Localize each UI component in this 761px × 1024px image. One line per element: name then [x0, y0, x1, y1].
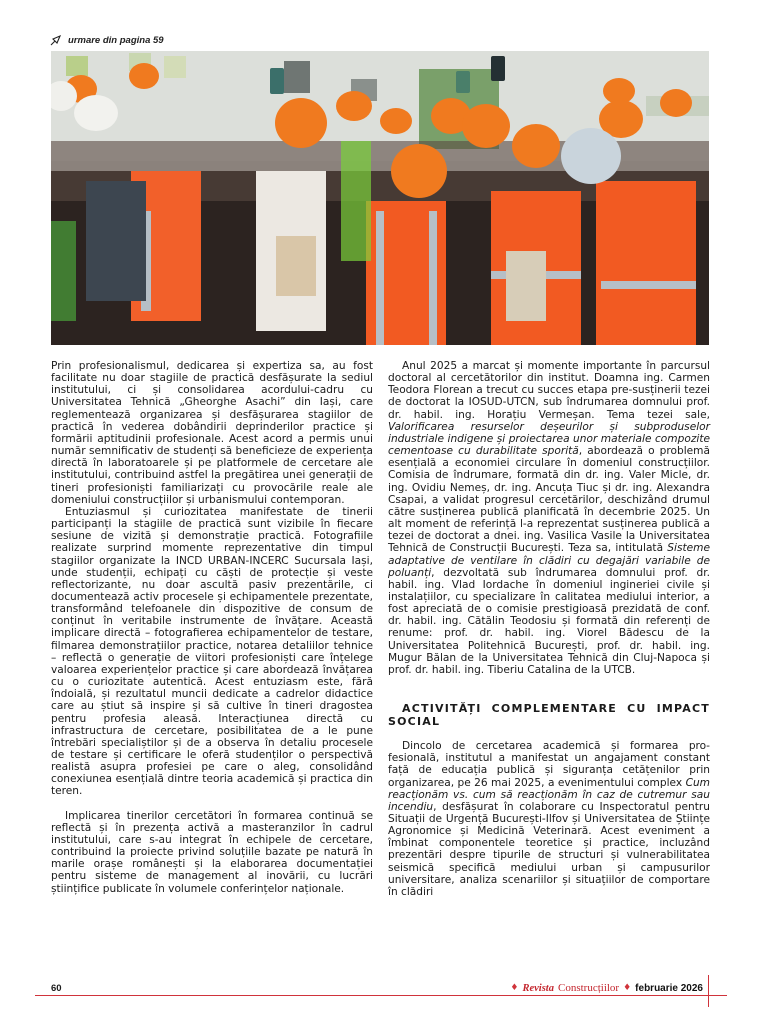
article-column-left	[51, 360, 373, 895]
article-column-right	[388, 360, 710, 898]
article-paragraph: Prin profesionalismul, dedicarea și expertiza sa, au fost facilitate nu doar stagiile de practică desfășurate la sediul institutului, ci și consolidarea acordului-cadru cu Universitatea Tehnică „Gheorghe Asachi” din Iași, care reglementează organizarea și desfășurarea stagiilor de practică în vederea dobândirii deprinderilor practice și formării aptitudinii profesionale. Acest acord a permis unui număr semnificativ de studenți să beneficieze de experiența directă în laboratoarele și pe platformele de cercetare ale institutului, contribuind astfel la pregătirea unei generații de tineri profesioniști familiarizați cu provocările reale ale domeniului construcțiilor și urbanismului contemporan.	[51, 360, 374, 506]
page-number: 60	[51, 983, 62, 994]
footer-masthead	[510, 982, 703, 994]
text-run: Anul 2025 a marcat și momente importante în parcursul doctoral al cercetătorilor din institut. Doamna ing. Carmen Teodora Florean a trecut cu succes etapa pre-susținerii tezei de doctorat la IOSUD-UTCN, sub îndrumarea domnului prof. dr. habil. ing. Horațiu Vermeșan. Tema tezei sale,	[388, 360, 710, 421]
continued-from-text: urmare din pagina 59	[68, 34, 164, 46]
section-heading: ACTIVITĂȚI COMPLEMENTARE CU IMPACT SOCIAL	[388, 702, 710, 729]
students-lab-visit-photo	[51, 51, 709, 345]
text-run: , dezvoltată sub îndrumarea domnului prof. dr. habil. ing. Vlad Iordache în domeniul ingineriei civile și instalațiilor, cu specializare în calitatea mediului interior, a fost apreciată de o comisie prestigioasă prezidată de conf. dr. habil. ing. Cătălin Teodosiu și formată din referenți de renume: prof. dr. habil. ing. Viorel Bădescu de la Universitatea Politehnică București, prof. dr. habil. ing. Mugur Bălan de la Universitatea Tehnică din Cluj-Napoca și prof. dr. habil. ing. Tiberiu Catalina de la UTCB.	[388, 566, 710, 676]
issue-date: februarie 2026	[635, 982, 703, 994]
thesis-title-italic: Sisteme adaptative de ventilare în clădiri cu degajări variabile de poluanți	[388, 542, 710, 579]
text-run: , abordează o problemă esențială a economiei circulare în domeniul construcțiilor. Comisia de îndrumare, formată din dr. ing. Valer Micle, dr. ing. Ovidiu Nemeș, dr. ing. Ancuța Tiuc și dr. ing. Alexandra Csapai, a validat progresul cercetărilor, deschizând drumul către susținerea publică planificată în decembrie 2025. Un alt moment de referință l-a reprezentat susținerea publică a tezei de doctorat a dnei. ing. Vasilica Vasile la Universitatea Tehnică de Construcții București. Teza sa, intitulată	[388, 445, 710, 555]
bullet-icon: ♦	[623, 983, 632, 993]
article-photo	[51, 51, 709, 345]
footer-crop-mark	[708, 975, 709, 1007]
magazine-name-italic: Revista	[522, 982, 554, 994]
thesis-title-italic: Valorificarea resurselor deșeurilor și subproduselor industriale indigene și proiectarea unor materiale compozite cementoase cu durabilitate sporită	[388, 420, 710, 458]
article-paragraph: Entuziasmul și curiozitatea manifestate de tinerii participanți la stagiile de practică sunt vizibile în fiecare sesiune de vizită și demonstrație practică. Fotografiile realizate surprind momente reprezentative din timpul stagiilor organizate la INCD URBAN-INCERC Sucursala Iași, unde studenții, echipați cu căști de protecție și veste reflectorizante, nu doar ascultă pasiv prezentările, ci documentează activ procesele și echipamentele prezentate, transformând telefoanele din dispozitive de consum de conținut în veritabile instrumente de învățare. Această implicare directă – fotografierea echipamentelor de testare, filmarea demonstrațiilor practice, notarea detaliilor tehnice – reflectă o generație de viitori profesioniști care înțelege valoarea experiențelor practice și care abordează învățarea cu o curiozitate autentică. Acest entuziasm este, fără îndoială, și rezultatul muncii dedicate a cadrelor didactice care au știut să inspire și să cultive în tineri dragostea pentru profesia aleasă. Interacțiunea directă cu infrastructura de cercetare, posibilitatea de a le pune întrebări specialiștilor și de a observa în detaliu procesele de testare și certificare le oferă studenților o perspectivă realistă asupra profesiei pe care o aleg, consolidând conexiunea esențială dintre teoria academică și practica din teren.	[51, 505, 373, 798]
arrow-pointer-icon	[50, 34, 62, 46]
article-paragraph-doctoral	[388, 360, 710, 676]
footer-rule	[35, 995, 727, 996]
text-run: , desfășurat în colaborare cu Inspectoratul pentru Situații de Urgență București-Ilfov și Universitatea de Științe Agronomice și Medicină Veterinară. Acest eveniment a îmbinat componentele teoretice și practice, incluzând prezentări despre tipurile de structuri și vulnerabilitatea seismică specifică mediului urban și campusurilor universitare, analiza scenariilor și situațiilor de comportare în clădiri	[388, 800, 710, 898]
text-run: Dincolo de cercetarea academică și formarea profesională, institutul a manifestat un angajament constant față de educația publică și siguranța cetățenilor prin organizarea, pe 26 mai 2025, a evenimentului complex	[388, 740, 710, 789]
bullet-icon: ♦	[510, 983, 519, 993]
article-paragraph-social	[388, 740, 710, 898]
article-paragraph: Implicarea tinerilor cercetători în formarea continuă se reflectă și în prezența activă a masteranzilor în cadrul institutului, care s-au integrat în echipele de cercetare, contribuind la proiecte privind soluțiile bazate pe natură în marile orașe românești și la elaborarea documentației pentru sisteme de management al inovării, cu lucrări științifice publicate în volumele conferințelor naționale.	[51, 809, 373, 895]
event-title-italic: Cum reacționăm vs. cum să reacționăm în caz de cutremur sau incendiu	[388, 776, 710, 813]
magazine-name: Construcțiilor	[557, 982, 620, 994]
continued-from-note	[50, 34, 164, 46]
